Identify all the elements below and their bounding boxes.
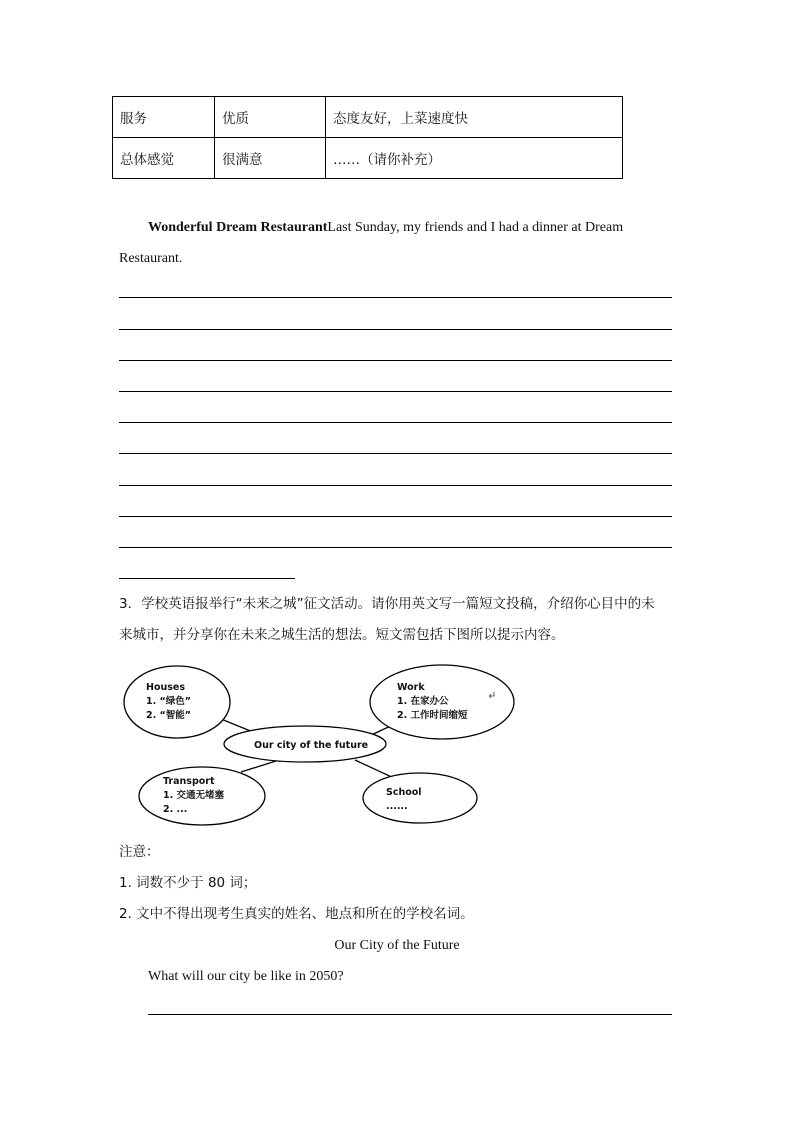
notes-heading: 注意： <box>119 844 160 860</box>
table-cell: 态度友好，上菜速度快 <box>326 97 623 138</box>
center-label: Our city of the future <box>254 740 369 751</box>
houses-item: 2. “智能” <box>146 710 192 721</box>
table-cell: 服务 <box>113 97 215 138</box>
essay1-opening-line2: Restaurant. <box>119 251 183 266</box>
essay2-opening: What will our city be like in 2050? <box>148 969 344 984</box>
school-bubble <box>363 773 477 823</box>
notes-item: 1. 词数不少于 80 词； <box>119 875 257 891</box>
school-item: ...... <box>386 801 408 812</box>
essay1-title: Wonderful Dream Restaurant <box>148 220 328 235</box>
essay2-title: Our City of the Future <box>334 938 460 953</box>
table-cell: 总体感觉 <box>113 138 215 179</box>
question3-line1: 3．学校英语报举行“未来之城”征文活动。请你用英文写一篇短文投稿，介绍你心目中的未 <box>119 596 655 612</box>
question3-line2: 来城市，并分享你在未来之城生活的想法。短文需包括下图所以提示内容。 <box>119 627 565 643</box>
transport-title: Transport <box>163 776 215 787</box>
work-item: 2. 工作时间缩短 <box>397 710 468 721</box>
table-cell: ……（请你补充） <box>326 138 623 179</box>
houses-item: 1. “绿色” <box>146 696 192 707</box>
school-title: School <box>386 787 422 798</box>
connector-line <box>241 761 276 772</box>
transport-item: 2. ... <box>163 804 188 815</box>
table-cell: 很满意 <box>215 138 326 179</box>
writing-line[interactable] <box>148 1014 672 1015</box>
transport-item: 1. 交通无堵塞 <box>163 790 225 801</box>
work-title: Work <box>397 682 425 693</box>
work-item: 1. 在家办公 <box>397 696 449 707</box>
houses-title: Houses <box>146 682 185 693</box>
notes-item: 2. 文中不得出现考生真实的姓名、地点和所在的学校名词。 <box>119 906 474 922</box>
essay1-opening-text: Last Sunday, my friends and I had a dinner at Dream <box>327 220 624 235</box>
table-cell: 优质 <box>215 97 326 138</box>
